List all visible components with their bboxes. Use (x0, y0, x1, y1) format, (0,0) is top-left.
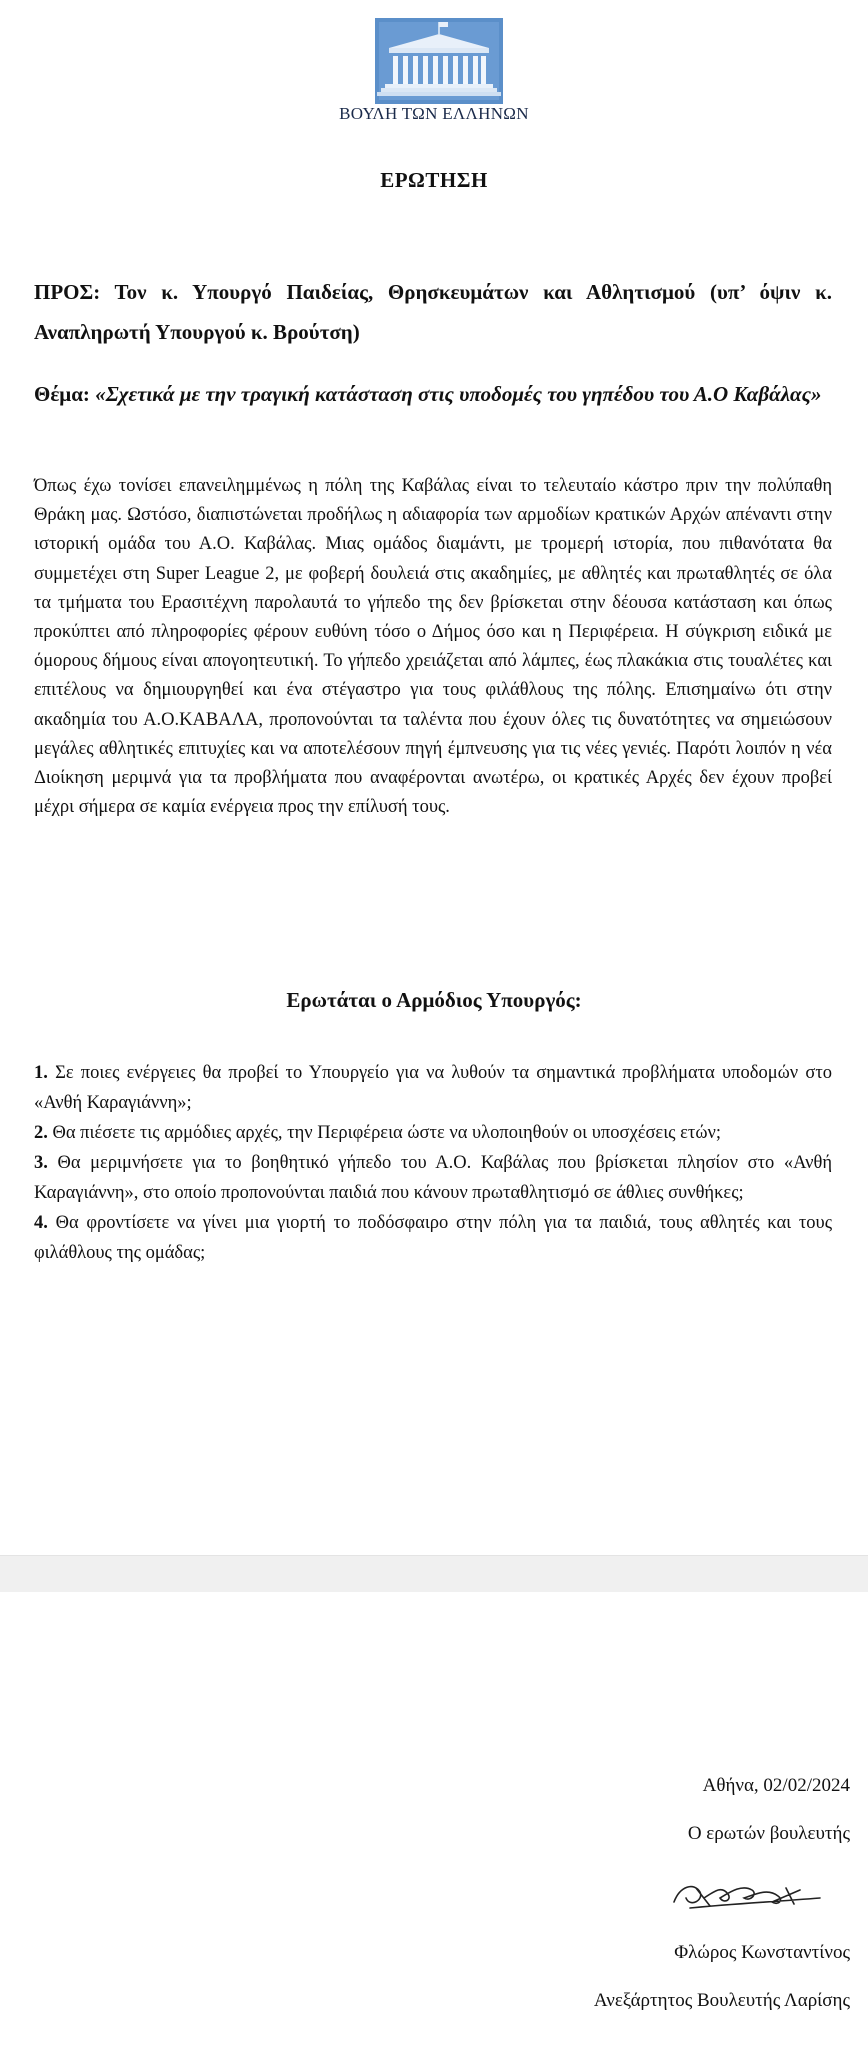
question-text: Θα πιέσετε τις αρμόδιες αρχές, την Περιφέρεια ώστε να υλοποιηθούν οι υποσχέσεις ετών; (52, 1123, 722, 1143)
question-text: Θα μεριμνήσετε για το βοηθητικό γήπεδο του Α.Ο. Καβάλας που βρίσκεται πλησίον στο «Ανθή Καραγιάννη», στο οποίο προπονούνται παιδιά που κάνουν πρωταθλητισμό σε άθλιες συνθήκες; (34, 1153, 833, 1203)
asked-heading: Ερωτάται ο Αρμόδιος Υπουργός: (286, 988, 582, 1012)
list-item (34, 1118, 832, 1148)
question-text: Θα φροντίσετε να γίνει μια γιορτή το ποδόσφαιρο στην πόλη για τα παιδιά, τους αθλητές και τους φιλάθλους της ομάδας; (34, 1213, 833, 1263)
recipient: ΠΡΟΣ: Τον κ. Υπουργό Παιδείας, Θρησκευμάτων και Αθλητισμού (υπ’ όψιν κ. Αναπληρωτή Υπουργού κ. Βρούτση) (34, 280, 832, 344)
questions-list (34, 1058, 832, 1268)
date: Αθήνα, 02/02/2024 (702, 1775, 850, 1796)
subject-text: «Σχετικά με την τραγική κατάσταση στις υποδομές του γηπέδου του Α.Ο Καβάλας» (95, 382, 822, 406)
page-break-divider (0, 1555, 868, 1592)
question-number: 2. (34, 1123, 48, 1143)
list-item (34, 1058, 832, 1118)
parliament-building-icon (375, 18, 503, 104)
body-paragraph: Όπως έχω τονίσει επανειλημμένως η πόλη της Καβάλας είναι το τελευταίο κάστρο πριν την πολύπαθη Θράκη μας. Ωστόσο, διαπιστώνεται προδήλως η αδιαφορία των αρμοδίων κρατικών Αρχών απέναντι στην ιστορική ομάδα του Α.Ο. Καβάλας. Μιας ομάδος διαμάντι, με τρομερή ιστορία, που πιθανότατα θα συμμετέχει στη Super League 2, με φοβερή δουλειά στις ακαδημίες, με αθλητές και πρωταθλητές σε όλα τα τμήματα του Ερασιτέχνη παρολαυτά το γήπεδο της δεν βρίσκεται στην δέουσα κατάσταση και όπως προκύπτει από πληροφορίες φέρουν ευθύνη τόσο ο Δήμος όσο και η Περιφέρεια. Η σύγκριση ειδικά με όμορους δήμους είναι απογοητευτική. Το γήπεδο χρειάζεται από λάμπες, έως πλακάκια στις τουαλέτες και επιτέλους να δημιουργηθεί και ένα στέγαστρο για τους φιλάθλους της πόλης. Επισημαίνω ότι στην ακαδημία του Α.Ο.ΚΑΒΑΛΑ, προπονούνται τα ταλέντα που έχουν όλες τις δυνατότητες να σημειώσουν μεγάλες αθλητικές επιτυχίες και να αποτελέσουν πηγή έμπνευσης για τις νέες γενιές. Παρότι λοιπόν η νέα Διοίκηση μεριμνά για τα προβλήματα που αναφέρονται ανωτέρω, οι κρατικές Αρχές δεν έχουν προβεί μέχρι σήμερα σε καμία ενέργεια προς την επίλυσή τους. (34, 476, 832, 818)
handwritten-signature (660, 1868, 830, 1918)
subject-label: Θέμα: (34, 382, 90, 406)
signer-party: Ανεξάρτητος Βουλευτής Λαρίσης (593, 1990, 850, 2011)
list-item (34, 1148, 832, 1208)
list-item (34, 1208, 832, 1268)
org-name: ΒΟΥΛΗ ΤΩΝ ΕΛΛΗΝΩΝ (339, 104, 529, 123)
question-number: 4. (34, 1213, 48, 1233)
signer-role: Ο ερωτών βουλευτής (687, 1823, 850, 1844)
question-number: 3. (34, 1153, 48, 1173)
signer-name: Φλώρος Κωνσταντίνος (674, 1942, 850, 1963)
subject (34, 372, 832, 416)
question-number: 1. (34, 1063, 48, 1083)
question-text: Σε ποιες ενέργειες θα προβεί το Υπουργείο για να λυθούν τα σημαντικά προβλήματα υποδομών στο «Ανθή Καραγιάννη»; (34, 1063, 832, 1113)
document-title: ΕΡΩΤΗΣΗ (380, 168, 488, 192)
